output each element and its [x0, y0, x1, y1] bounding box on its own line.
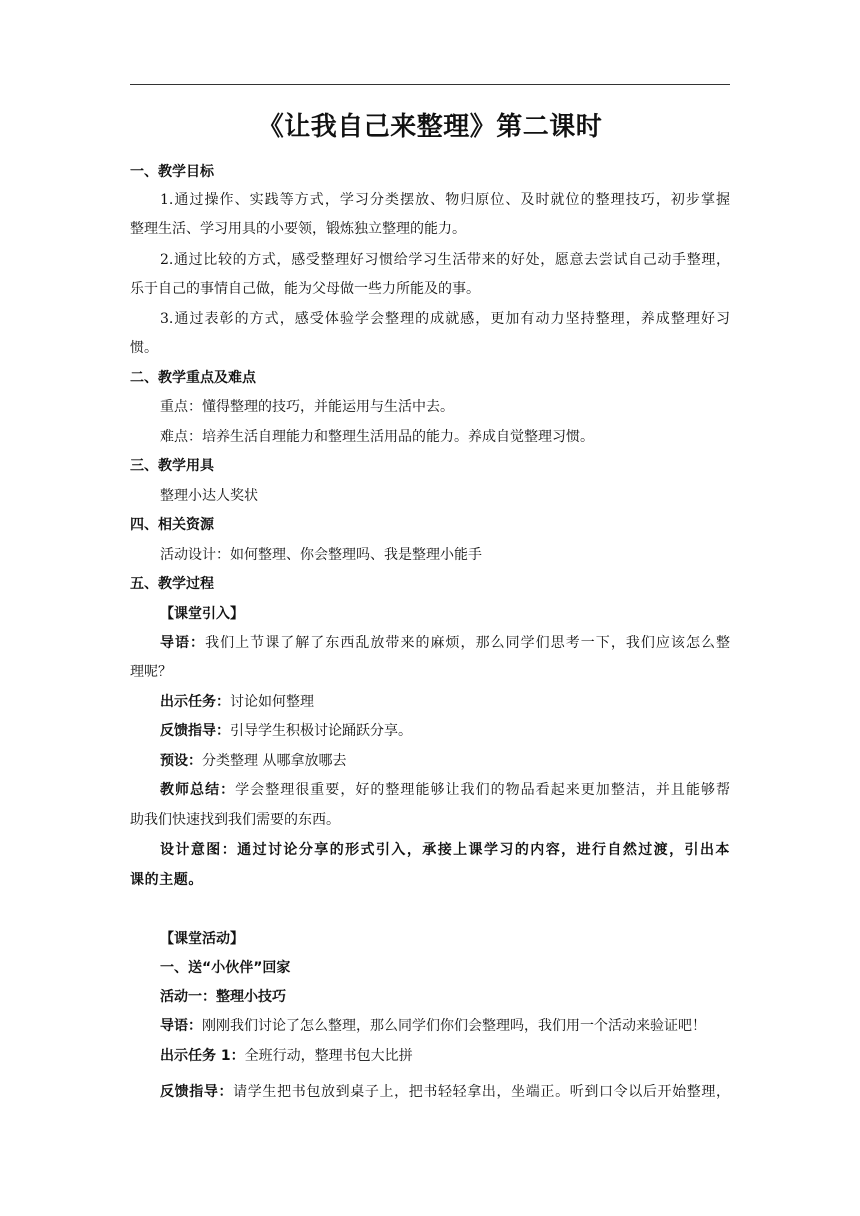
activity-feedback-label: 反馈指导： — [160, 1084, 234, 1100]
goal-3-line-2: 惯。 — [130, 340, 158, 356]
intro-design-text: 通过讨论分享的形式引入，承接上课学习的内容，进行自然过渡，引出本 — [237, 842, 730, 858]
activity-feedback — [160, 1082, 730, 1102]
intro-task — [160, 692, 730, 712]
intro-task-text: 讨论如何整理 — [230, 694, 314, 710]
resources-text: 活动设计：如何整理、你会整理吗、我是整理小能手 — [160, 547, 482, 563]
activity-task-1 — [160, 1046, 730, 1066]
tools-text: 整理小达人奖状 — [160, 488, 258, 504]
section-heading-keypoints: 二、教学重点及难点 — [130, 370, 256, 386]
goal-3-line-1: 3.通过表彰的方式，感受体验学会整理的成就感，更加有动力坚持整理，养成整理好习 — [160, 311, 730, 327]
activity-part-1: 一、送“小伙伴”回家 — [160, 960, 291, 976]
activity-lead — [160, 1016, 730, 1036]
difficulty-text: 难点：培养生活自理能力和整理生活用品的能力。养成自觉整理习惯。 — [160, 429, 594, 445]
section-heading-goals: 一、教学目标 — [130, 164, 214, 180]
page-title: 《让我自己来整理》第二课时 — [257, 112, 603, 142]
intro-task-label: 出示任务： — [160, 694, 230, 710]
intro-lead-text: 我们上节课了解了东西乱放带来的麻烦，那么同学们思考一下，我们应该怎么整 — [205, 635, 731, 651]
intro-lead-line-2: 理呢？ — [130, 664, 172, 680]
intro-preset — [160, 751, 730, 771]
activity-feedback-text: 请学生把书包放到桌子上，把书轻轻拿出，坐端正。听到口令以后开始整理， — [233, 1084, 731, 1100]
intro-design-label: 设计意图： — [160, 842, 238, 858]
key-point-text: 重点：懂得整理的技巧，并能运用与生活中去。 — [160, 399, 454, 415]
activity-task-label: 出示任务 1： — [160, 1048, 245, 1064]
intro-preset-text: 分类整理 从哪拿放哪去 — [202, 753, 347, 769]
activity-1-title: 活动一：整理小技巧 — [160, 989, 286, 1005]
intro-summary-line-2: 助我们快速找到我们需要的东西。 — [130, 812, 340, 828]
goal-2-line-1: 2.通过比较的方式，感受整理好习惯给学习生活带来的好处，愿意去尝试自己动手整理， — [160, 252, 730, 268]
goal-2-line-2: 乐于自己的事情自己做，能为父母做一些力所能及的事。 — [130, 281, 480, 297]
intro-summary-label: 教师总结： — [160, 782, 236, 798]
activity-heading: 【课堂活动】 — [160, 931, 244, 947]
intro-feedback — [160, 721, 730, 741]
intro-lead-label: 导语： — [160, 635, 206, 651]
activity-lead-label: 导语： — [160, 1018, 202, 1034]
intro-preset-label: 预设： — [160, 753, 202, 769]
section-heading-process: 五、教学过程 — [130, 576, 214, 592]
intro-design-line-2: 课的主题。 — [130, 872, 203, 888]
goal-1-line-2: 整理生活、学习用具的小要领，锻炼独立整理的能力。 — [130, 221, 466, 237]
intro-feedback-label: 反馈指导： — [160, 723, 230, 739]
section-heading-tools: 三、教学用具 — [130, 458, 214, 474]
goal-1-line-1: 1.通过操作、实践等方式，学习分类摆放、物归原位、及时就位的整理技巧，初步掌握 — [160, 192, 730, 208]
intro-design-line-1 — [160, 840, 730, 860]
section-heading-resources: 四、相关资源 — [130, 517, 214, 533]
intro-lead-line-1 — [160, 633, 730, 653]
intro-summary-line-1 — [160, 780, 730, 800]
intro-feedback-text: 引导学生积极讨论踊跃分享。 — [230, 723, 412, 739]
activity-task-text: 全班行动，整理书包大比拼 — [244, 1048, 413, 1064]
intro-summary-text: 学会整理很重要，好的整理能够让我们的物品看起来更加整洁，并且能够帮 — [235, 782, 731, 798]
intro-heading: 【课堂引入】 — [160, 606, 244, 622]
activity-lead-text: 刚刚我们讨论了怎么整理，那么同学们你们会整理吗，我们用一个活动来验证吧！ — [202, 1018, 706, 1034]
header-rule — [130, 84, 730, 85]
